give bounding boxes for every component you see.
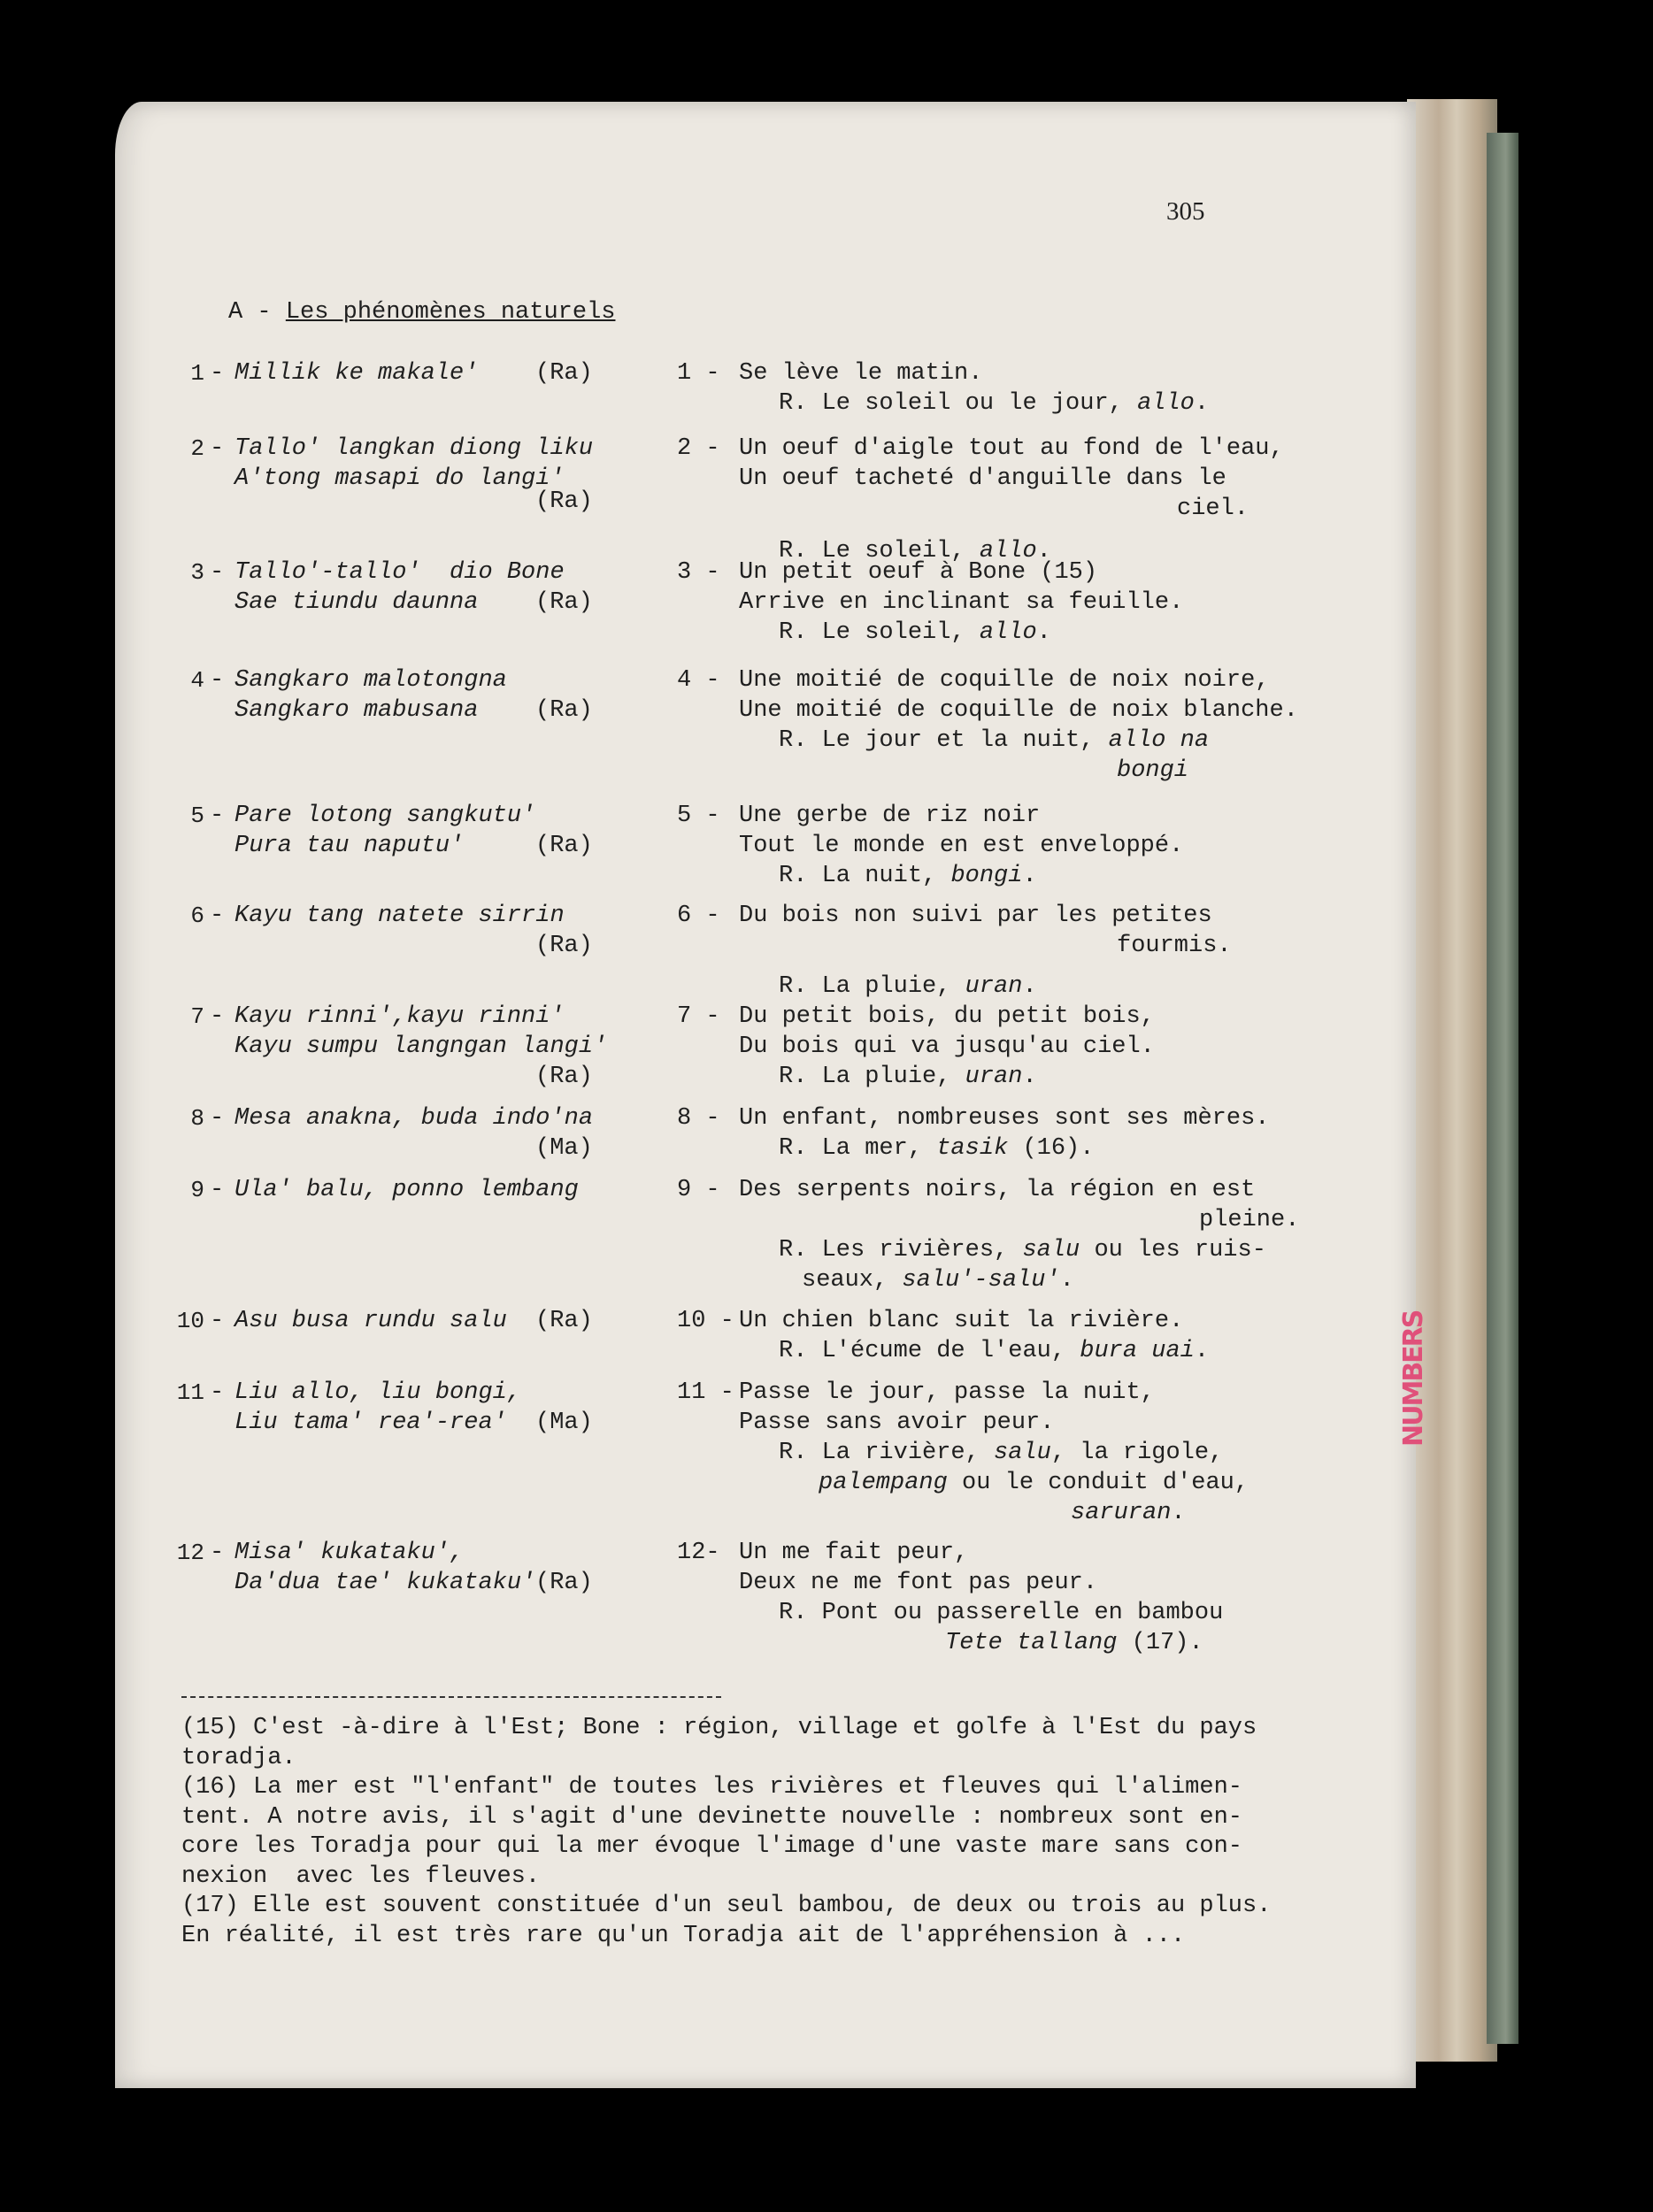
riddle-source: (Ra) bbox=[535, 1064, 593, 1090]
riddle-source: (Ra) bbox=[535, 589, 593, 616]
riddle-line: Sangkaro malotongna bbox=[234, 667, 507, 694]
answer-number: 6 - bbox=[677, 902, 734, 929]
riddle-line: Liu tama' rea'-rea' bbox=[234, 1409, 507, 1436]
answer-line: pleine. bbox=[1199, 1207, 1300, 1233]
section-title: Les phénomènes naturels bbox=[285, 299, 616, 326]
answer-line: Un oeuf tacheté d'anguille dans le bbox=[739, 465, 1226, 492]
riddle-number: 8 bbox=[190, 1105, 204, 1132]
riddle-number: 2 bbox=[190, 435, 204, 462]
footnote-line: toradja. bbox=[181, 1744, 296, 1771]
text-run: R. Le soleil, bbox=[779, 538, 980, 565]
riddle-source: (Ra) bbox=[535, 360, 593, 387]
riddle-dash: - bbox=[210, 803, 225, 829]
answer-number: 10 - bbox=[677, 1308, 750, 1334]
answer-line: Du petit bois, du petit bois, bbox=[739, 1003, 1155, 1030]
answer-line: Un chien blanc suit la rivière. bbox=[739, 1308, 1184, 1334]
text-run: R. La nuit, bbox=[779, 863, 951, 889]
riddle-dash: - bbox=[210, 1177, 225, 1203]
answer-line bbox=[779, 1133, 1094, 1164]
answer-line bbox=[779, 1336, 1209, 1366]
riddle-dash: - bbox=[210, 360, 225, 387]
answer-number: 1 - bbox=[677, 360, 734, 387]
riddle-line: Sae tiundu daunna bbox=[234, 589, 479, 616]
text-run: seaux, bbox=[802, 1267, 903, 1294]
answer-number: 2 - bbox=[677, 435, 734, 462]
riddle-line: Da'dua tae' kukataku' bbox=[234, 1570, 536, 1596]
riddle-number: 4 bbox=[190, 667, 204, 694]
riddle-line: Mesa anakna, buda indo'na bbox=[234, 1105, 594, 1132]
vernacular-term: allo bbox=[979, 538, 1037, 565]
text-run: R. La pluie, bbox=[779, 1064, 965, 1090]
riddle-source: (Ma) bbox=[535, 1409, 593, 1436]
riddle-number: 5 bbox=[190, 803, 204, 829]
text-run: . bbox=[1194, 390, 1210, 417]
section-heading bbox=[228, 297, 615, 327]
riddle-source: (Ra) bbox=[535, 1570, 593, 1596]
riddle-number: 9 bbox=[190, 1177, 204, 1203]
answer-line: Un me fait peur, bbox=[739, 1540, 969, 1566]
answer-number: 8 - bbox=[677, 1105, 734, 1132]
text-run: . bbox=[1022, 1064, 1037, 1090]
text-run: . bbox=[1036, 538, 1051, 565]
vernacular-term: saruran bbox=[1071, 1500, 1172, 1526]
riddle-dash: - bbox=[210, 1003, 225, 1030]
section-prefix: A - bbox=[228, 299, 286, 326]
answer-number: 4 - bbox=[677, 667, 734, 694]
answer-line bbox=[779, 726, 1209, 756]
vernacular-term: salu bbox=[1022, 1237, 1080, 1263]
answer-line bbox=[779, 1598, 1223, 1628]
answer-line bbox=[802, 1265, 1074, 1295]
text-run: . bbox=[1171, 1500, 1186, 1526]
riddle-line: A'tong masapi do langi' bbox=[234, 465, 565, 492]
text-run: R. La mer, bbox=[779, 1135, 937, 1162]
answer-line bbox=[779, 1235, 1266, 1265]
answer-line: Une gerbe de riz noir bbox=[739, 803, 1041, 829]
book-cover-edge bbox=[1487, 133, 1518, 2044]
riddle-number: 1 bbox=[190, 360, 204, 387]
answer-line: Une moitié de coquille de noix blanche. bbox=[739, 697, 1298, 724]
vernacular-term: Tete tallang bbox=[945, 1630, 1118, 1656]
answer-line: Du bois qui va jusqu'au ciel. bbox=[739, 1033, 1155, 1060]
riddle-dash: - bbox=[210, 1105, 225, 1132]
answer-number: 5 - bbox=[677, 803, 734, 829]
text-run: R. Le soleil ou le jour, bbox=[779, 390, 1138, 417]
answer-line bbox=[945, 1628, 1203, 1658]
riddle-number: 10 bbox=[176, 1308, 204, 1334]
text-run: ou le conduit d'eau, bbox=[947, 1470, 1249, 1496]
vernacular-term: bongi bbox=[950, 863, 1023, 889]
text-run: , la rigole, bbox=[1050, 1440, 1224, 1466]
answer-line bbox=[779, 972, 1037, 1002]
text-run: . bbox=[1059, 1267, 1074, 1294]
riddle-line: Sangkaro mabusana bbox=[234, 697, 479, 724]
riddle-number: 6 bbox=[190, 902, 204, 929]
vernacular-term: allo bbox=[979, 619, 1037, 646]
vernacular-term: salu'-salu' bbox=[902, 1267, 1060, 1294]
answer-line bbox=[819, 1468, 1249, 1498]
text-run: R. L'écume de l'eau, bbox=[779, 1338, 1080, 1364]
riddle-dash: - bbox=[210, 1308, 225, 1334]
answer-number: 7 - bbox=[677, 1003, 734, 1030]
footnote-rule bbox=[181, 1696, 721, 1698]
riddle-dash: - bbox=[210, 435, 225, 462]
riddle-line: Tallo'-tallo' dio Bone bbox=[234, 559, 565, 586]
riddle-dash: - bbox=[210, 902, 225, 929]
footnote-line: (15) C'est -à-dire à l'Est; Bone : région, village et golfe à l'Est du pays bbox=[181, 1715, 1257, 1741]
answer-line: Deux ne me font pas peur. bbox=[739, 1570, 1098, 1596]
riddle-number: 11 bbox=[176, 1379, 204, 1406]
answer-line: Un oeuf d'aigle tout au fond de l'eau, bbox=[739, 435, 1284, 462]
answer-line: Une moitié de coquille de noix noire, bbox=[739, 667, 1270, 694]
riddle-line: Kayu rinni',kayu rinni' bbox=[234, 1003, 565, 1030]
riddle-source: (Ra) bbox=[535, 833, 593, 859]
riddle-dash: - bbox=[210, 667, 225, 694]
riddle-line: Misa' kukataku', bbox=[234, 1540, 465, 1566]
footnote-line: En réalité, il est très rare qu'un Toradja ait de l'appréhension à ... bbox=[181, 1922, 1186, 1949]
answer-line: Passe le jour, passe la nuit, bbox=[739, 1379, 1155, 1406]
text-run: (17). bbox=[1117, 1630, 1203, 1656]
riddle-dash: - bbox=[210, 1540, 225, 1566]
vernacular-term: allo na bbox=[1108, 727, 1210, 754]
vernacular-term: uran bbox=[965, 973, 1023, 1000]
riddle-line: Kayu tang natete sirrin bbox=[234, 902, 565, 929]
riddle-dash: - bbox=[210, 559, 225, 586]
text-run: R. Le soleil, bbox=[779, 619, 980, 646]
footnote-line: tent. A notre avis, il s'agit d'une devinette nouvelle : nombreux sont en- bbox=[181, 1803, 1242, 1831]
text-run: . bbox=[1194, 1338, 1210, 1364]
answer-line bbox=[1071, 1498, 1186, 1528]
answer-line: Du bois non suivi par les petites bbox=[739, 902, 1212, 929]
text-run: ou les ruis- bbox=[1080, 1237, 1266, 1263]
vernacular-term: bura uai bbox=[1080, 1338, 1195, 1364]
riddle-line: Kayu sumpu langngan langi' bbox=[234, 1033, 608, 1060]
riddle-line: Millik ke makale' bbox=[234, 360, 479, 387]
text-run: . bbox=[1022, 863, 1037, 889]
answer-line bbox=[779, 861, 1037, 891]
riddle-line: Ula' balu, ponno lembang bbox=[234, 1177, 579, 1203]
riddle-number: 7 bbox=[190, 1003, 204, 1030]
riddle-line: Tallo' langkan diong liku bbox=[234, 435, 594, 462]
answer-line: Tout le monde en est enveloppé. bbox=[739, 833, 1184, 859]
riddle-line: Liu allo, liu bongi, bbox=[234, 1379, 522, 1406]
vernacular-term: allo bbox=[1137, 390, 1195, 417]
answer-number: 11 - bbox=[677, 1379, 750, 1406]
vernacular-term: bongi bbox=[1117, 757, 1189, 784]
riddle-source: (Ra) bbox=[535, 1308, 593, 1334]
riddle-line: Asu busa rundu salu bbox=[234, 1308, 507, 1334]
vernacular-term: salu bbox=[994, 1440, 1051, 1466]
riddle-source: (Ra) bbox=[535, 697, 593, 724]
footnote-line: (17) Elle est souvent constituée d'un seul bambou, de deux ou trois au plus. bbox=[181, 1893, 1272, 1919]
answer-number: 9 - bbox=[677, 1177, 734, 1203]
answer-line: Arrive en inclinant sa feuille. bbox=[739, 589, 1184, 616]
riddle-dash: - bbox=[210, 1379, 225, 1406]
answer-line: Un enfant, nombreuses sont ses mères. bbox=[739, 1105, 1270, 1132]
text-run: R. Pont ou passerelle en bambou bbox=[779, 1600, 1224, 1626]
answer-line bbox=[779, 1062, 1037, 1092]
riddle-source: (Ra) bbox=[535, 933, 593, 959]
text-run: R. Les rivières, bbox=[779, 1237, 1023, 1263]
answer-line bbox=[779, 388, 1209, 419]
answer-line: Passe sans avoir peur. bbox=[739, 1409, 1055, 1436]
riddle-line: Pare lotong sangkutu' bbox=[234, 803, 536, 829]
answer-line bbox=[779, 618, 1051, 648]
page-number: 305 bbox=[1166, 197, 1205, 226]
riddle-number: 12 bbox=[176, 1540, 204, 1566]
footnote-line: core les Toradja pour qui la mer évoque l'image d'une vaste mare sans con- bbox=[181, 1833, 1242, 1860]
answer-number: 3 - bbox=[677, 559, 734, 586]
answer-line: Se lève le matin. bbox=[739, 360, 983, 387]
answer-number: 12- bbox=[677, 1540, 734, 1566]
vernacular-term: uran bbox=[965, 1064, 1023, 1090]
answer-line bbox=[779, 1438, 1223, 1468]
text-run: . bbox=[1036, 619, 1051, 646]
riddle-source: (Ma) bbox=[535, 1135, 593, 1162]
footnote-line: nexion avec les fleuves. bbox=[181, 1863, 541, 1890]
riddle-line: Pura tau naputu' bbox=[234, 833, 465, 859]
vernacular-term: palempang bbox=[819, 1470, 948, 1496]
answer-line: Des serpents noirs, la région en est bbox=[739, 1177, 1256, 1203]
text-run: R. Le jour et la nuit, bbox=[779, 727, 1109, 754]
text-run: . bbox=[1022, 973, 1037, 1000]
answer-line: ciel. bbox=[1177, 495, 1249, 522]
text-run: R. La rivière, bbox=[779, 1440, 995, 1466]
answer-line: fourmis. bbox=[1117, 933, 1232, 959]
text-run: R. La pluie, bbox=[779, 973, 965, 1000]
text-run: (16). bbox=[1008, 1135, 1095, 1162]
answer-line bbox=[1117, 756, 1188, 786]
footnote-line: (16) La mer est "l'enfant" de toutes les rivières et fleuves qui l'alimen- bbox=[181, 1774, 1242, 1801]
vernacular-term: tasik bbox=[936, 1135, 1009, 1162]
margin-stamp: NUMBERS bbox=[1398, 1310, 1429, 1447]
answer-line: Un petit oeuf à Bone (15) bbox=[739, 559, 1098, 586]
riddle-source: (Ra) bbox=[535, 488, 593, 515]
riddle-number: 3 bbox=[190, 559, 204, 586]
